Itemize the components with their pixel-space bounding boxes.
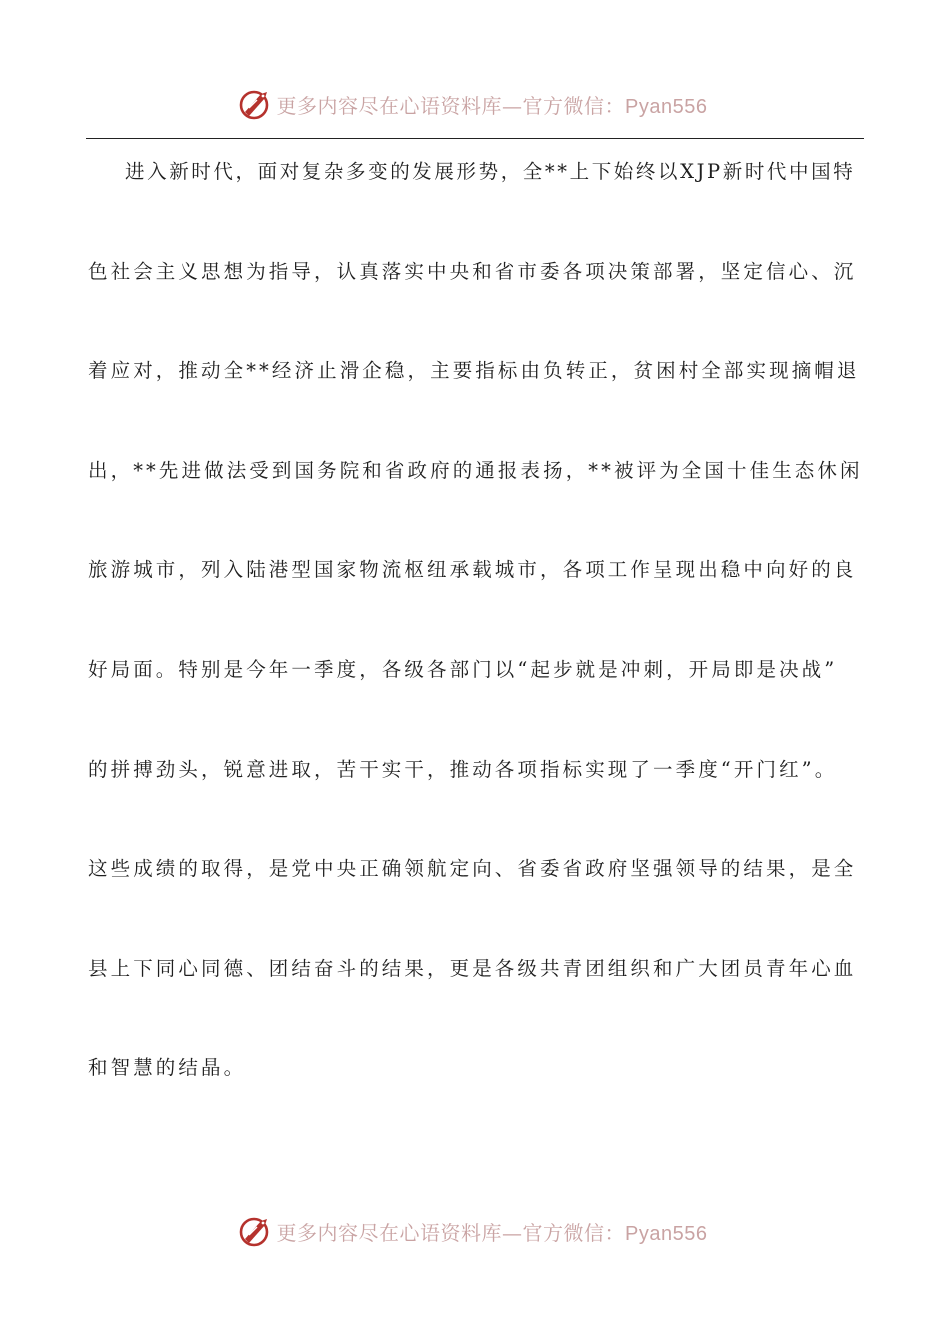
header-banner bbox=[0, 84, 950, 124]
header-rule bbox=[86, 138, 864, 139]
body-line-9: 县上下同心同德、团结奋斗的结果，更是各级共青团组织和广大团员青年心血 bbox=[88, 956, 857, 980]
header-banner-en: Pyan556 bbox=[625, 95, 708, 118]
footer-banner-en: Pyan556 bbox=[625, 1222, 708, 1245]
body-line-1: 进入新时代，面对复杂多变的发展形势，全**上下始终以XJP新时代中国特 bbox=[125, 160, 856, 183]
footer-banner-cn: 更多内容尽在心语资料库—官方微信： bbox=[276, 1220, 626, 1245]
body-line-2: 色社会主义思想为指导，认真落实中央和省市委各项决策部署，坚定信心、沉 bbox=[88, 259, 857, 283]
header-banner-text bbox=[277, 90, 708, 119]
document-body bbox=[88, 146, 863, 1142]
body-line-5: 旅游城市，列入陆港型国家物流枢纽承载城市，各项工作呈现出稳中向好的良 bbox=[88, 558, 857, 582]
body-line-10: 和智慧的结晶。 bbox=[88, 1056, 247, 1080]
body-line-8: 这些成绩的取得，是党中央正确领航定向、省委省政府坚强领导的结果，是全 bbox=[88, 857, 857, 881]
footer-banner-text bbox=[277, 1217, 708, 1246]
header-banner-inner bbox=[237, 86, 708, 122]
footer-banner bbox=[0, 1211, 950, 1251]
body-line-6: 好局面。特别是今年一季度，各级各部门以“起步就是冲刺，开局即是决战” bbox=[88, 657, 838, 681]
footer-banner-inner bbox=[237, 1213, 708, 1249]
header-banner-cn: 更多内容尽在心语资料库—官方微信： bbox=[276, 93, 626, 118]
body-line-4: 出，**先进做法受到国务院和省政府的通报表扬，**被评为全国十佳生态休闲 bbox=[88, 458, 863, 482]
pen-nib-logo-icon bbox=[237, 86, 273, 122]
body-line-3: 着应对，推动全**经济止滑企稳，主要指标由负转正，贫困村全部实现摘帽退 bbox=[88, 359, 860, 383]
body-line-7: 的拼搏劲头，锐意进取，苦干实干，推动各项指标实现了一季度“开门红”。 bbox=[88, 757, 838, 781]
pen-nib-logo-icon bbox=[237, 1213, 273, 1249]
